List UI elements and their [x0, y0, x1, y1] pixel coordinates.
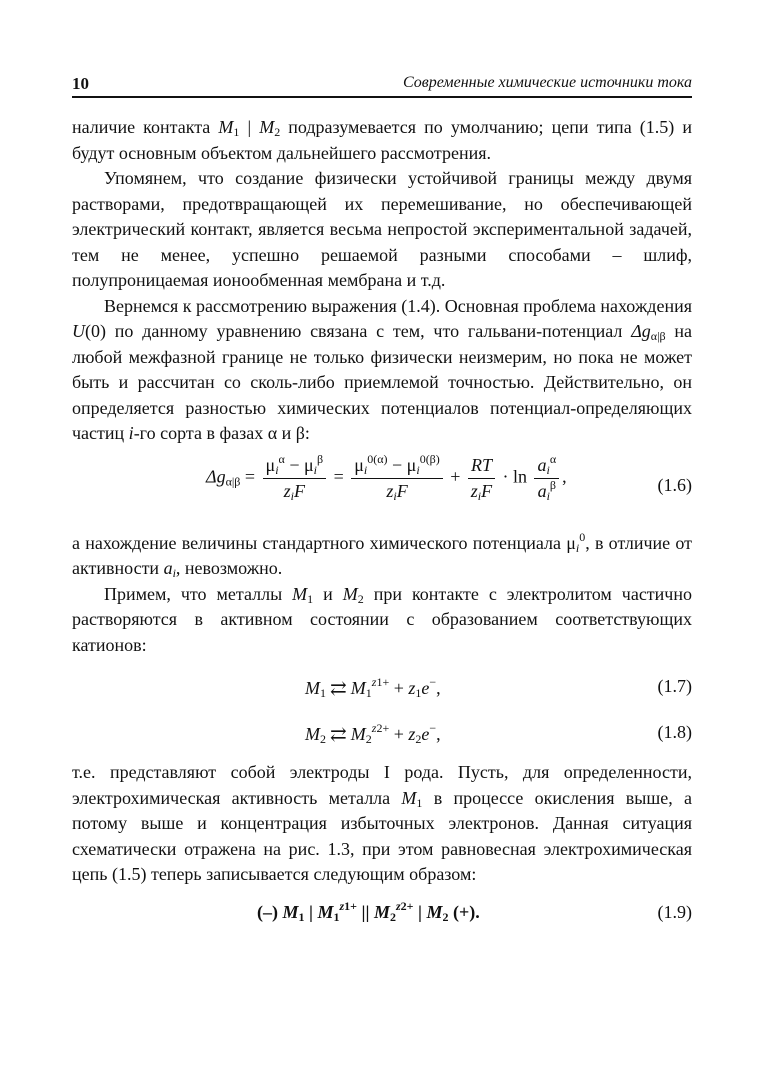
running-title: Современные химические источники тока [402, 74, 692, 91]
fraction-2: $\frac{\mu_i^{0(\alpha)} - \mu_i^{0(\beta)}}{z_iF}$ [351, 455, 443, 502]
fraction-3: $\frac{RT}{z_iF}$ [468, 455, 495, 502]
paragraph-1: наличие контакта $M_1$ | $M_2$ подразумевается по умолчанию; цепи типа (1.5) и будут основным объектом дальнейшего рассмотрения. [72, 117, 692, 163]
paragraph-4: а нахождение величины стандартного химического потенциала $\mu_i^0$, в отличие от активности $a_i$, невозможно. [72, 529, 692, 580]
equation-1-6-formula: $\Delta g_{\alpha|\beta}$ = $\frac{\mu_i^\alpha - \mu_i^\beta}{z_iF}$ = $\frac{\mu_i^{0(\alpha)} - \mu_i^{0(\beta)}}{z_iF}$ + $\frac{RT}{z_iF}$ · ln $\frac{a_i^\alpha}{a_i^\beta}$ , [206, 451, 567, 503]
equation-number-1-7: (1.7) [657, 676, 692, 696]
equilibrium-arrows-icon: ⇄ [330, 724, 347, 746]
paragraph-6: т.е. представляют собой электроды I рода. Пусть, для определенности, электрохимическая активность металла $M_1$ в процессе окисления выше, а потому выше и концентрация избыточных электронов. Данная ситуация схематически отражена на рис. 1.3, при этом равновесная электрохимическая цепь (1.5) теперь записывается следующим образом: [72, 762, 692, 884]
page-header [72, 72, 692, 98]
page-number: 10 [72, 74, 89, 93]
paragraph-3: Вернемся к рассмотрению выражения (1.4). Основная проблема нахождения U(0) по данному уравнению связана с тем, что гальвани-потенциал $\Delta g_{\alpha|\beta}$ на любой межфазной границе не только физически неизмерим, но пока не может быть и рассчитан со сколь-либо приемлемой точностью. Действительно, он определяется разностью химических потенциалов потенциал-определяющих частиц i-го сорта в фазах α и β: [72, 295, 692, 443]
equation-1-7 [72, 668, 692, 714]
equation-number-1-9: (1.9) [657, 901, 692, 922]
equilibrium-arrows-icon: ⇄ [330, 678, 347, 700]
fraction-4: $\frac{a_i^\alpha}{a_i^\beta}$ [534, 455, 559, 502]
paragraph-2: Упомянем, что создание физически устойчивой границы между двумя растворами, предотвращающей их перемешивание, но обеспечивающей электрический контакт, является весьма непростой экспериментальной задачей, тем не менее, успешно решаемой разными способами – шлиф, полупроницаемая ионообменная мембрана и т.д. [72, 168, 692, 290]
equation-number-1-8: (1.8) [657, 722, 692, 742]
paragraph-5: Примем, что металлы $M_1$ и $M_2$ при контакте с электролитом частично растворяются в активном состоянии с образованием соответствующих катионов: [72, 583, 692, 655]
equation-1-9-formula: (–) $M_1$ | $M_1^{z1+}$ || $M_2^{z2+}$ | $M_2$ (+). [257, 898, 480, 924]
equation-1-7-formula: $M_1$ ⇄ $M_1^{z1+} + z_1e^-$, [305, 675, 441, 700]
equation-1-6 [72, 453, 692, 523]
equation-number-1-6: (1.6) [657, 474, 692, 495]
page-body [72, 115, 692, 936]
equation-1-8-formula: $M_2$ ⇄ $M_2^{z2+} + z_2e^-$, [305, 721, 441, 746]
equation-1-9 [72, 896, 692, 936]
fraction-1: $\frac{\mu_i^\alpha - \mu_i^\beta}{z_iF}$ [263, 455, 327, 502]
equation-1-8 [72, 714, 692, 760]
